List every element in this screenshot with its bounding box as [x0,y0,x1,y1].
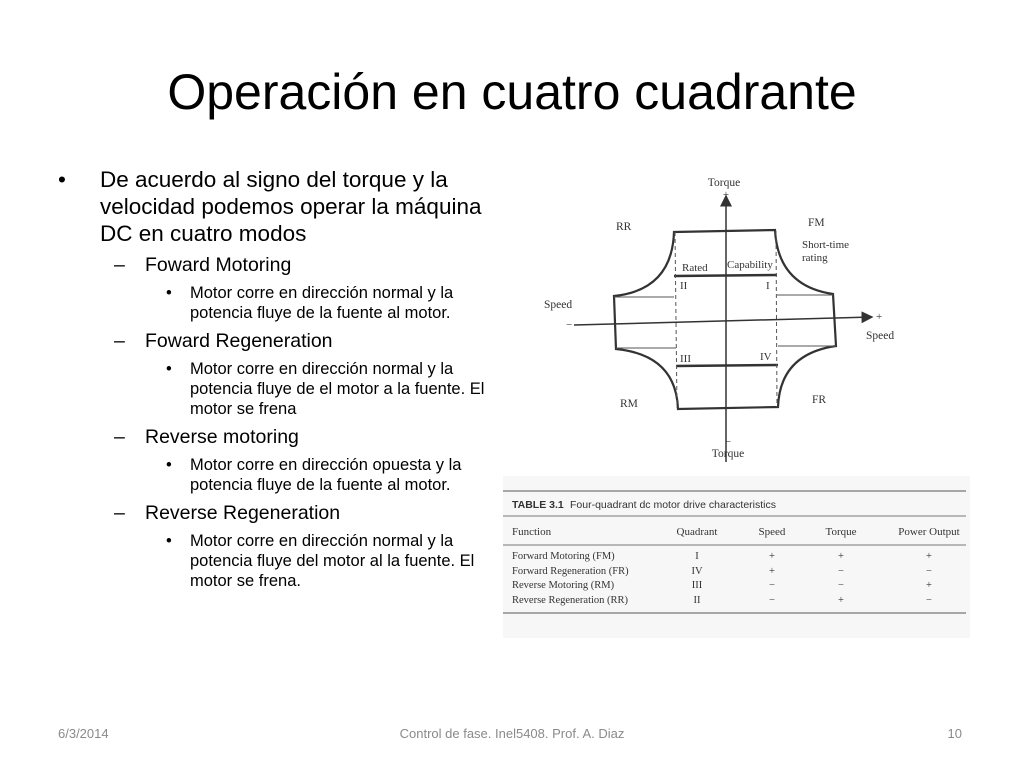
header-speed: Speed [758,526,786,538]
table-cell: Reverse Regeneration (RR) [512,595,629,606]
bullet-intro [58,166,498,247]
mode-reverse-motoring [58,425,498,449]
rating-label: rating [802,252,828,264]
mode-detail [58,283,498,323]
table-cell: − [926,595,932,606]
dash-marker: – [114,330,125,352]
dash-marker: – [114,426,125,448]
bullet-marker: • [166,284,172,302]
speed-axis [574,317,872,325]
table-cell: + [769,551,775,562]
header-function: Function [512,526,552,538]
short-time-label: Short-time [802,239,850,251]
header-torque: Torque [825,526,857,538]
rated-bottom-line [676,365,778,366]
dash-marker: – [114,502,125,524]
header-power-output: Power Output [898,526,960,538]
rr-label: RR [616,221,632,233]
table-cell: IV [691,566,703,577]
mode-detail [58,359,498,419]
table-cell: − [769,595,775,606]
mode-detail [58,455,498,495]
mode-detail-text: Motor corre en dirección opuesta y la potencia fluye de la fuente al motor. [190,456,462,494]
speed-left-label: Speed [544,299,573,311]
torque-minus: − [724,436,732,448]
mode-detail-text: Motor corre en dirección normal y la potencia fluye del motor al la fuente. El motor se frena. [190,532,475,590]
mode-name: Foward Regeneration [145,330,333,352]
table-cell: − [926,566,932,577]
table-cell: Forward Regeneration (FR) [512,566,629,577]
torque-plus: + [722,189,730,201]
table-cell: III [691,580,703,591]
slide-title: Operación en cuatro cuadrante [167,64,857,120]
mode-detail-text: Motor corre en dirección normal y la potencia fluye de la fuente al motor. [190,284,454,322]
footer-center: Control de fase. Inel5408. Prof. A. Diaz [399,726,625,741]
rated-top-line [674,275,777,276]
table-cell: + [926,580,932,591]
torque-top-label: Torque [707,177,741,189]
speed-minus: − [566,319,573,331]
quadrant-i: I [766,280,770,292]
table-cell: + [838,595,844,606]
table-cell: I [695,551,699,562]
mode-foward-regeneration [58,329,498,353]
table-cell: + [769,566,775,577]
four-quadrant-figure [503,170,973,640]
fr-label: FR [812,394,827,406]
table-caption: Four-quadrant dc motor drive characteristics [570,499,776,511]
table-cell: − [838,566,844,577]
table-cell: − [769,580,775,591]
table-cell: − [838,580,844,591]
speed-plus: + [876,311,883,323]
capability-label: Capability [727,259,773,271]
footer-page-number: 10 [947,726,962,741]
mode-foward-motoring [58,253,498,277]
rated-label: Rated [682,262,708,274]
torque-bottom-label: Torque [711,448,745,460]
mode-detail-text: Motor corre en dirección normal y la potencia fluye de el motor a la fuente. El motor se frena [190,360,485,418]
table-cell: II [693,595,701,606]
table-number: TABLE 3.1 [512,499,564,511]
mode-name: Foward Motoring [145,254,292,276]
rated-left-dash [675,232,677,408]
dash-marker: – [114,254,125,276]
quadrant-iii: III [680,353,691,365]
fm-label: FM [808,217,825,229]
quadrant-ii: II [680,280,688,292]
table-cell: Reverse Motoring (RM) [512,580,615,591]
header-quadrant: Quadrant [676,526,718,538]
table-cell: + [838,551,844,562]
bullet-marker: • [166,456,172,474]
table-cell: + [926,551,932,562]
mode-name: Reverse motoring [145,426,299,448]
bullet-intro-text: De acuerdo al signo del torque y la velocidad podemos operar la máquina DC en cuatro modos [100,167,482,246]
table-cell: Forward Motoring (FM) [512,551,615,562]
mode-detail [58,531,498,591]
quadrant-iv: IV [760,351,772,363]
bullet-marker: • [166,360,172,378]
mode-name: Reverse Regeneration [145,502,341,524]
bullet-marker: • [166,532,172,550]
speed-right-label: Speed [866,330,895,342]
mode-reverse-regeneration [58,501,498,525]
footer-date: 6/3/2014 [58,726,109,741]
rm-label: RM [620,398,638,410]
bullet-marker: • [58,167,66,192]
bullet-list [58,166,498,591]
